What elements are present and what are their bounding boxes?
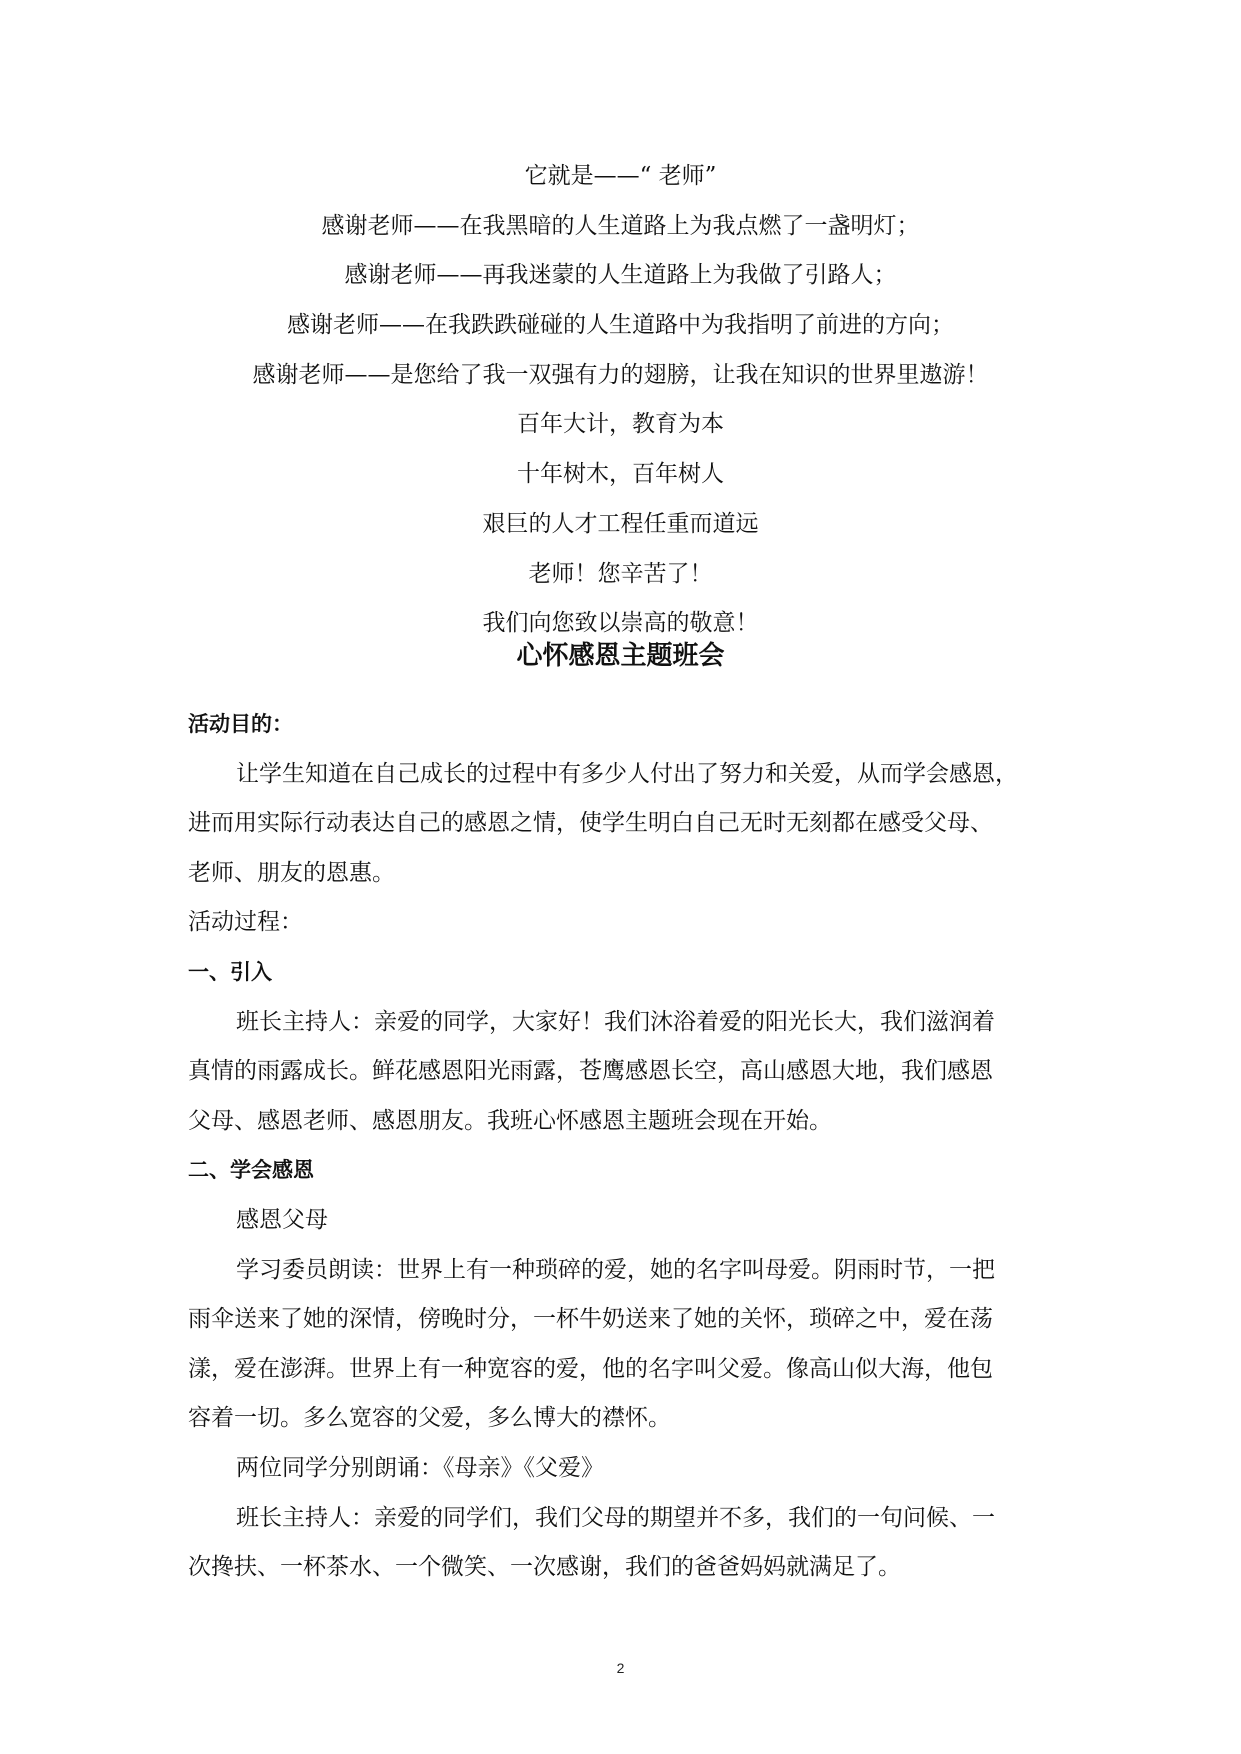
- poem-block: [0, 152, 1241, 649]
- poem-line: 感谢老师——在我跌跌碰碰的人生道路中为我指明了前进的方向；: [287, 312, 954, 339]
- purpose-line: 让学生知道在自己成长的过程中有多少人付出了努力和关爱，从而学会感恩，: [236, 760, 1018, 787]
- reading-line: 漾，爱在澎湃。世界上有一种宽容的爱，他的名字叫父爱。像高山似大海，他包: [188, 1355, 993, 1382]
- host-line: 次搀扶、一杯茶水、一个微笑、一次感谢，我们的爸爸妈妈就满足了。: [188, 1554, 901, 1581]
- purpose-heading: 活动目的：: [188, 712, 293, 736]
- poem-line: 老师！您辛苦了！: [528, 560, 713, 587]
- poem-line: 感谢老师——再我迷蒙的人生道路上为我做了引路人；: [344, 262, 897, 289]
- purpose-line: 老师、朋友的恩惠。: [188, 859, 395, 886]
- poem-line: 十年树木，百年树人: [517, 461, 724, 488]
- section-heading-gratitude: 二、学会感恩: [188, 1158, 314, 1183]
- subsection-label: 感恩父母: [236, 1206, 328, 1233]
- poem-line: 百年大计，教育为本: [517, 411, 724, 438]
- reading-line: 雨伞送来了她的深情，傍晚时分，一杯牛奶送来了她的关怀，琐碎之中，爱在荡: [188, 1306, 993, 1333]
- intro-line: 班长主持人：亲爱的同学，大家好！我们沐浴着爱的阳光长大，我们滋润着: [236, 1008, 995, 1035]
- reading-line: 容着一切。多么宽容的父爱，多么博大的襟怀。: [188, 1405, 671, 1432]
- poem-line: 感谢老师——在我黑暗的人生道路上为我点燃了一盏明灯；: [321, 212, 920, 239]
- page-number: 2: [616, 1660, 625, 1676]
- poem-line: 它就是——“ 老师”: [524, 163, 717, 189]
- page-title: 心怀感恩主题班会: [516, 641, 725, 671]
- poem-line: 感谢老师——是您给了我一双强有力的翅膀，让我在知识的世界里遨游！: [252, 361, 989, 388]
- intro-line: 父母、感恩老师、感恩朋友。我班心怀感恩主题班会现在开始。: [188, 1107, 832, 1134]
- section-heading-intro: 一、引入: [188, 959, 272, 984]
- recital-line: 两位同学分别朗诵：《母亲》《父爱》: [236, 1454, 604, 1481]
- reading-line: 学习委员朗读：世界上有一种琐碎的爱，她的名字叫母爱。阴雨时节，一把: [236, 1256, 995, 1283]
- intro-line: 真情的雨露成长。鲜花感恩阳光雨露，苍鹰感恩长空，高山感恩大地，我们感恩: [188, 1058, 993, 1085]
- document-body: [188, 700, 1088, 1593]
- host-line: 班长主持人：亲爱的同学们，我们父母的期望并不多，我们的一句问候、一: [236, 1504, 995, 1531]
- poem-line: 我们向您致以崇高的敬意！: [482, 610, 759, 637]
- purpose-line: 进而用实际行动表达自己的感恩之情，使学生明白自己无时无刻都在感受父母、: [188, 810, 993, 837]
- process-label: 活动过程：: [188, 909, 303, 936]
- poem-line: 艰巨的人才工程任重而道远: [482, 510, 759, 537]
